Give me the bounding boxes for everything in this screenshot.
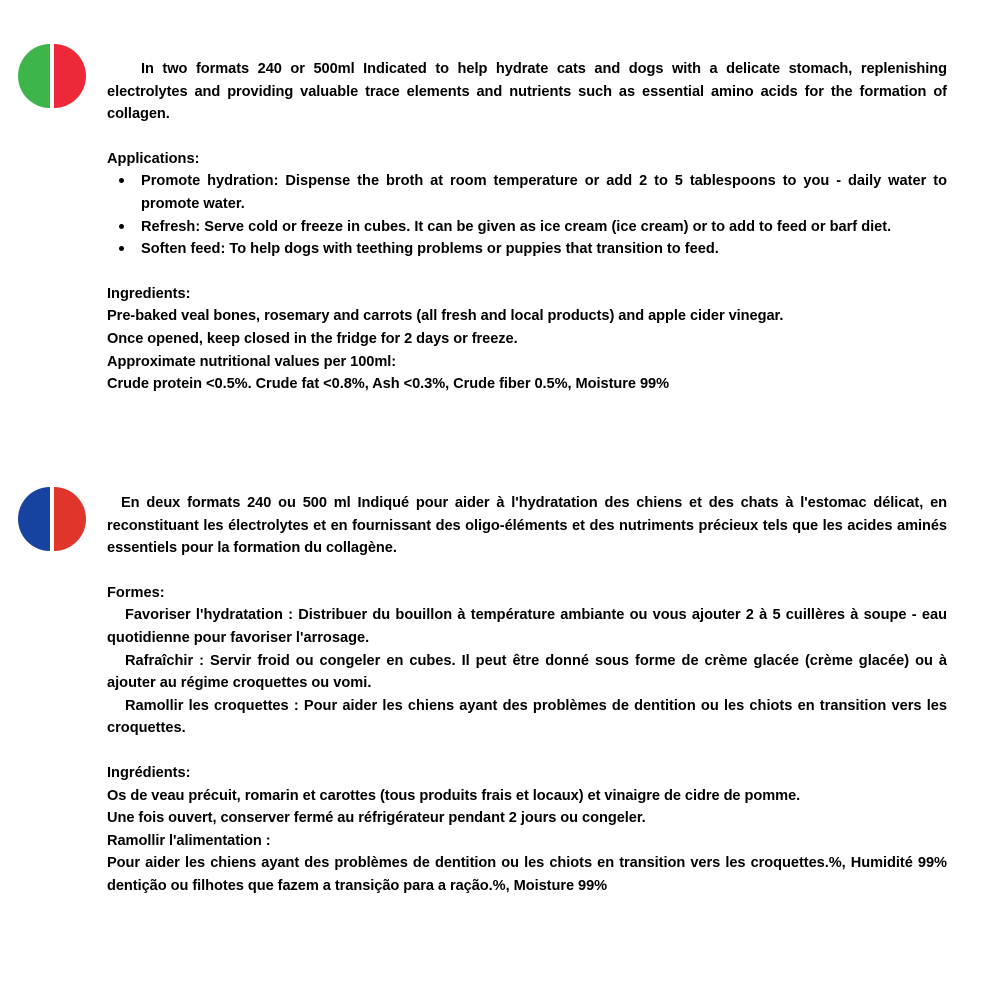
french-soften-heading: Ramollir l'alimentation :: [107, 832, 271, 849]
spacer: [107, 560, 947, 582]
bullet-dot-icon: [119, 246, 124, 251]
english-nutrition-values: Crude protein <0.5%. Crude fat <0.8%, Ash <0.3%, Crude fiber 0.5%, Moisture 99%: [107, 376, 670, 393]
french-ingredients-text: Os de veau précuit, romarin et carottes (tous produits frais et locaux) et vinaigre de cidre de pomme.: [107, 787, 801, 804]
spacer: [107, 740, 947, 762]
english-applications-heading: Applications:: [107, 150, 200, 167]
list-item: [107, 216, 947, 239]
french-flag-red-half: [54, 487, 86, 551]
bullet-dot-icon: [119, 224, 124, 229]
french-storage-text: Une fois ouvert, conserver fermé au réfrigérateur pendant 2 jours ou congeler.: [107, 810, 646, 827]
spacer: [107, 261, 947, 283]
french-intro-paragraph: En deux formats 240 ou 500 ml Indiqué pour aider à l'hydratation des chiens et des chats à l'estomac délicat, en reconstituant les électrolytes et en fournissant des oligo-éléments et des nutriments précieux tels que les acides aminés essentiels pour la formation du collagène.: [107, 495, 947, 557]
french-formes-heading: Formes:: [107, 584, 165, 601]
french-formes-list: [107, 604, 947, 740]
french-flag-blue-half: [18, 487, 50, 551]
french-ingredients-heading: Ingrédients:: [107, 764, 191, 781]
bullet-dot-icon: [119, 178, 124, 183]
list-item-text: Soften feed: To help dogs with teething problems or puppies that transition to feed.: [141, 241, 719, 258]
english-nutrition-heading: Approximate nutritional values per 100ml:: [107, 353, 397, 370]
english-ingredients-heading: Ingredients:: [107, 285, 191, 302]
italian-flag-red-half: [54, 44, 86, 108]
spacer: [107, 126, 947, 148]
english-intro-paragraph: In two formats 240 or 500ml Indicated to help hydrate cats and dogs with a delicate stomach, replenishing electrolytes and providing valuable trace elements and nutrients such as essential amino acids for the formation of collagen.: [107, 61, 947, 123]
list-item: Rafraîchir : Servir froid ou congeler en cubes. Il peut être donné sous forme de crème glacée (crème glacée) ou à ajouter au régime croquettes ou vomi.: [107, 652, 947, 692]
italian-flag-green-half: [18, 44, 50, 108]
french-flag-icon: [18, 487, 98, 551]
list-item-text: Refresh: Serve cold or freeze in cubes. It can be given as ice cream (ice cream) or to add to feed or barf diet.: [141, 218, 892, 235]
italian-flag-icon: [18, 44, 98, 108]
english-storage-text: Once opened, keep closed in the fridge for 2 days or freeze.: [107, 330, 518, 347]
list-item: [107, 238, 947, 261]
list-item: Ramollir les croquettes : Pour aider les chiens ayant des problèmes de dentition ou les chiots en transition vers les croquettes.: [107, 697, 947, 737]
english-content-block: [107, 58, 947, 396]
french-content-block: [107, 492, 947, 898]
english-applications-list: [107, 170, 947, 260]
english-ingredients-text: Pre-baked veal bones, rosemary and carrots (all fresh and local products) and apple cider vinegar.: [107, 308, 784, 325]
list-item-text: Promote hydration: Dispense the broth at room temperature or add 2 to 5 tablespoons to you - daily water to promote water.: [141, 173, 947, 212]
french-soften-text: Pour aider les chiens ayant des problèmes de dentition ou les chiots en transition vers les croquettes.%, Humidité 99% dentição ou filhotes que fazem a transição para a ração.%, Moisture 99%: [107, 855, 947, 894]
list-item: Favoriser l'hydratation : Distribuer du bouillon à température ambiante ou vous ajouter 2 à 5 cuillères à soupe - eau quotidienne pour favoriser l'arrosage.: [107, 607, 947, 646]
list-item: [107, 170, 947, 215]
